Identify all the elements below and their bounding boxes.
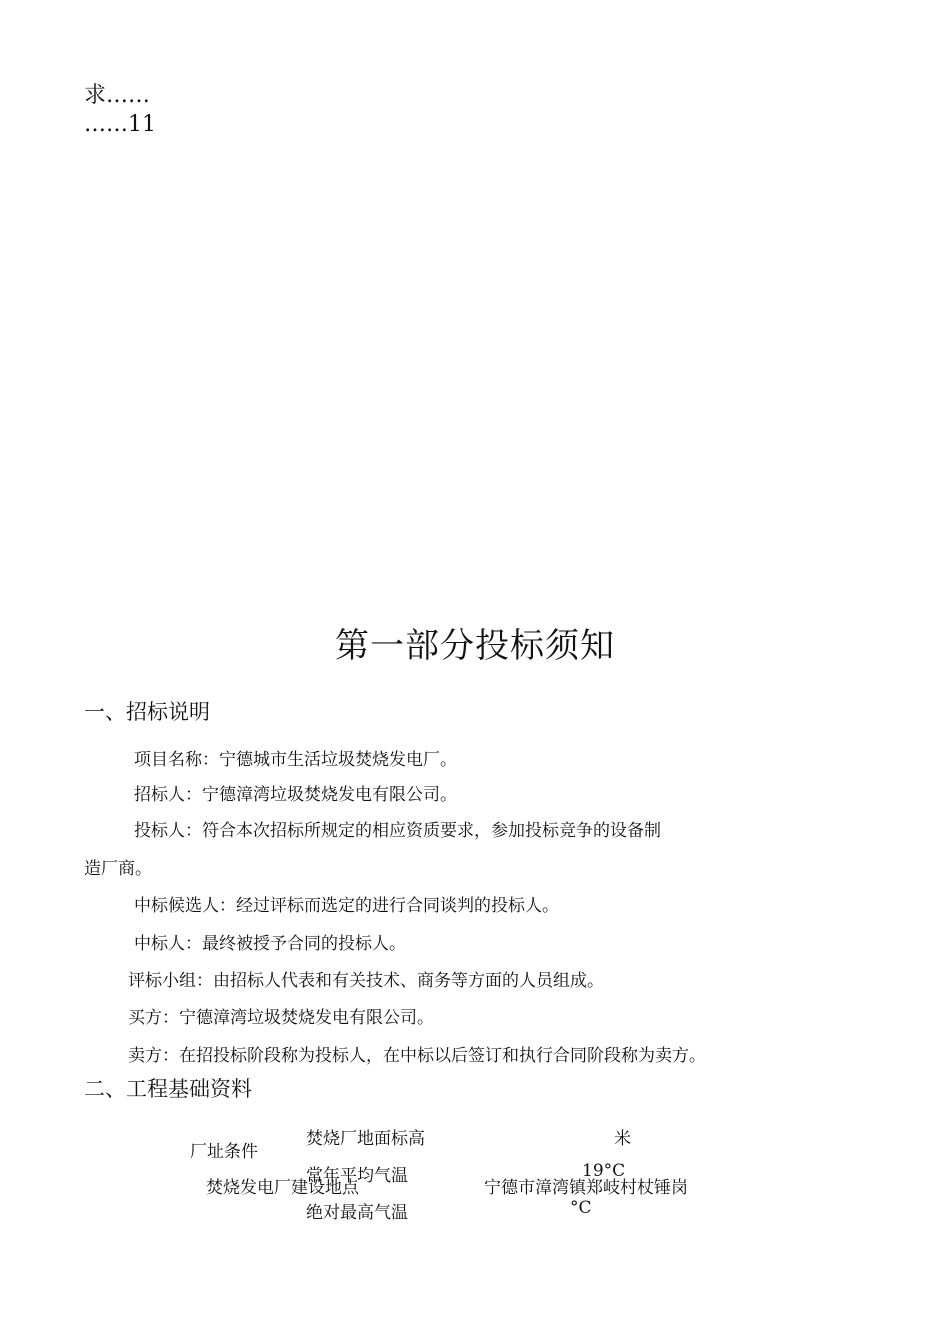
- section-heading-2: 二、工程基础资料: [84, 1077, 252, 1101]
- avg-temp-label: 常年平均气温: [306, 1166, 408, 1186]
- part-title: 第一部分投标须知: [335, 626, 615, 666]
- section-heading-1: 一、招标说明: [84, 700, 210, 724]
- ground-elevation-label: 焚烧厂地面标高: [306, 1129, 425, 1149]
- bidder-line-1: 投标人：符合本次招标所规定的相应资质要求，参加投标竞争的设备制: [134, 821, 661, 841]
- seller: 卖方：在招投标阶段称为投标人，在中标以后签订和执行合同阶段称为卖方。: [128, 1046, 706, 1066]
- location-value: 宁德市漳湾镇郑岐村杖锤岗: [484, 1178, 688, 1198]
- evaluation-committee: 评标小组：由招标人代表和有关技术、商务等方面的人员组成。: [128, 971, 604, 991]
- max-temp-label: 绝对最高气温: [306, 1203, 408, 1223]
- bid-candidate: 中标候选人：经过评标而选定的进行合同谈判的投标人。: [134, 896, 559, 916]
- toc-line-2: ……11: [84, 112, 156, 137]
- project-name: 项目名称：宁德城市生活垃圾焚烧发电厂。: [134, 750, 457, 770]
- buyer: 买方：宁德漳湾垃圾焚烧发电有限公司。: [128, 1008, 434, 1028]
- site-conditions-label: 厂址条件: [190, 1142, 258, 1162]
- location-label: 焚烧发电厂建设地点: [206, 1178, 359, 1198]
- tenderer: 招标人：宁德漳湾垃圾焚烧发电有限公司。: [134, 785, 457, 805]
- bidder-line-2: 造厂商。: [84, 859, 152, 879]
- toc-line-1: 求……: [84, 83, 151, 108]
- ground-elevation-unit: 米: [614, 1129, 631, 1149]
- bid-winner: 中标人：最终被授予合同的投标人。: [134, 934, 406, 954]
- avg-temp-value: 19°C: [582, 1161, 626, 1181]
- max-temp-unit: °C: [570, 1198, 592, 1218]
